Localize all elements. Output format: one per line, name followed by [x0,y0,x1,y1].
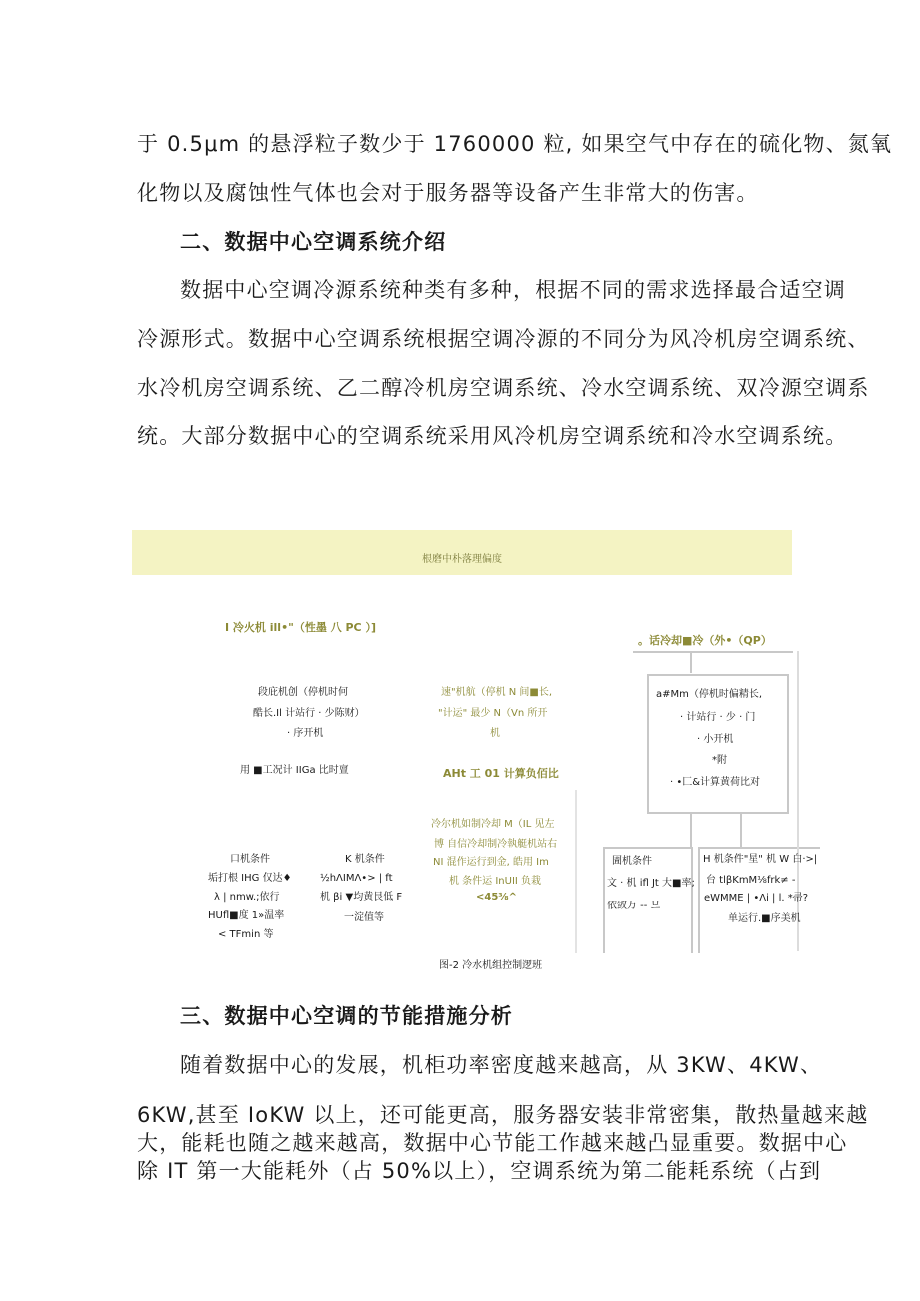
mid-col-note: AHt 工 01 计算负佰比 [443,767,559,780]
paragraph-3-line-3: 大，能耗也随之越来越高，数据中心节能工作越来越凸显重要。数据中心 [137,1131,848,1155]
section-2-heading: 二、数据中心空调系统介绍 [180,230,447,254]
section-3-heading: 三、数据中心空调的节能措施分析 [180,1004,513,1028]
sub-left-line: 圊机条件 [612,856,652,867]
paragraph-3-line-1: 随着数据中心的发展，机柜功率密度越来越高，从 3KW、4KW、 [180,1053,823,1077]
right-header-connector [690,651,692,673]
bottom-mid-line: ½hΛIMΛ•> | ft [320,873,393,884]
sub-right-line: 台 tlβKmM⅛frk≠ - [706,875,796,886]
right-box-line: *附 [712,755,727,766]
mid-lower-line: 机 条件运 InUII 负栽 [449,876,542,887]
mid-col-line: 机 [490,728,500,739]
paragraph-3-line-2: 6KW,甚至 IoKW 以上，还可能更高，服务器安装非常密集，散热量越来越 [137,1103,869,1127]
sub-right-line: H 机条件"星" 机 W 白·>| [703,854,818,865]
right-box-line: a#Mm（停机时偏精长, [656,689,763,700]
bottom-left-line: 口机条件 [230,854,270,865]
right-box-line: · 小开机 [697,734,734,745]
left-col-line: 段庇机创（停机时何 [258,687,348,698]
paragraph-1-line-2: 化物以及腐蚀性气体也会对于服务器等设备产生非常大的伤害。 [137,181,759,205]
paragraph-1-line-1: 于 0.5μm 的悬浮粒子数少于 1760000 粒, 如果空气中存在的硫化物、氮氧 [137,132,893,156]
bottom-left-line: HUfl■度 1»温率 [208,910,285,921]
paragraph-2-line-3: 水冷机房空调系统、乙二醇冷机房空调系统、冷水空调系统、双冷源空调系 [137,376,870,400]
paragraph-3-line-4: 除 IT 第一大能耗外（占 50%以上），空调系统为第二能耗系统（占到 [137,1159,822,1183]
mid-lower-line: 博 自信冷却制冷執艇机站右 [434,839,558,850]
left-col-note: 用 ■工况计 IIGa 比时亶 [240,765,349,776]
mid-lower-line: NI 混作运行到金, 皓用 Im [433,857,549,868]
bottom-left-line: λ | nmw.;依行 [214,892,280,903]
mid-lower-line: 冷尔机如制冷却 M（IL 见左 [431,819,555,830]
bottom-mid-line: 机 βi ▼均黄艮低 F [320,892,403,903]
paragraph-2-line-2: 冷源形式。数据中心空调系统根据空调冷源的不同分为风冷机房空调系统、 [137,327,870,351]
right-header-underline [633,651,793,653]
left-branch-header: I 冷火机 ill•"（性墨 八 PC ）] [225,621,376,634]
paragraph-2-line-1: 数据中心空调冷源系统种类有多种，根据不同的需求选择最合适空调 [180,278,846,302]
paragraph-2-line-4: 统。大部分数据中心的空调系统采用风冷机房空调系统和冷水空调系统。 [137,424,848,448]
sub-left-line: 文 · 机 ifl Jt 大■率; [607,878,695,889]
right-box-left-stem [690,814,692,847]
right-frame-left-edge [575,790,577,953]
left-col-line: · 序开机 [287,728,324,739]
mid-col-line: "计运" 最少 N（Vn 所开 [438,708,548,719]
sub-right-line: eWMME | •Λi | l. *帚? [704,893,809,904]
figure-title-band [132,530,792,575]
bottom-left-line: 垢打根 IHG 仅达♦ [208,873,292,884]
left-col-line: 酷长.Il 计站行 · 少陈财） [253,708,365,719]
right-branch-header: 。话冷却■冷（外•（QP） [638,634,772,647]
bottom-mid-line: K 机条件 [345,854,385,865]
mid-col-line: 速"机航（停机 N 间■长, [441,687,553,698]
right-box-line: · 计站行 · 少 · 门 [680,712,756,723]
mid-lower-line: <45⅜^ [476,892,518,903]
figure-band-title: 根磨中朴落理偏度 [422,554,502,565]
bottom-left-line: < TFmin 等 [218,929,274,940]
right-frame-right-edge [797,651,799,951]
figure-caption: 图-2 冷水机组控制逻班 [439,960,543,971]
bottom-mid-line: 一淀值等 [344,912,384,923]
right-box-right-stem [740,814,742,847]
right-box-line: · •匚&计算黄荷比对 [670,777,761,788]
sub-left-line: 依敛万 -- 므 [607,901,661,909]
sub-right-line: 单运行.■序美机 [728,913,801,924]
